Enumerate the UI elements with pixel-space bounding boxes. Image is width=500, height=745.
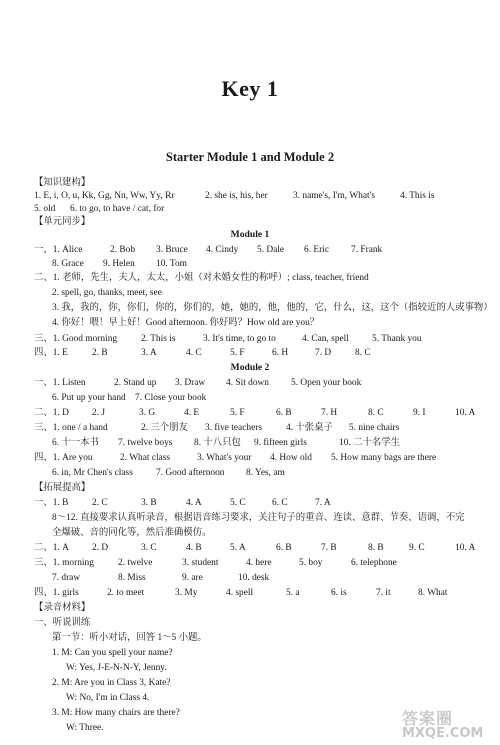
answer-text: 6. to go, to have / cat, for <box>70 204 165 214</box>
answer-text: 8. B <box>368 543 384 553</box>
answer-text: 9. are <box>182 573 203 583</box>
answer-text: 3. What's your <box>197 453 252 463</box>
answer-text: 2. B <box>92 348 108 358</box>
answer-text: 2. C <box>92 498 108 508</box>
answer-text: 2. twelve <box>118 558 153 568</box>
answer-text: 3. five teachers <box>205 423 263 433</box>
section-heading <box>0 229 500 241</box>
answer-text: 4. 你好！喂！早上好！Good afternoon. 你好吗？How old are you？ <box>52 318 320 328</box>
answer-text: 7. draw <box>52 573 81 583</box>
answer-text: 6. B <box>276 408 292 418</box>
answer-text: 全爆破、音的同化等，然后准确模仿。 <box>52 528 212 538</box>
answer-text: 7. D <box>315 348 332 358</box>
answer-text: 3. My <box>175 588 198 598</box>
answer-text: 2. she is, his, her <box>205 191 268 201</box>
answer-text: W: No, I'm in Class 4. <box>66 693 150 703</box>
answer-text: W: Yes, J-E-N-N-Y, Jenny. <box>66 663 167 673</box>
answer-text: 8. What <box>418 588 448 598</box>
answer-text: 8. 十八只包 <box>194 438 241 448</box>
page-subtitle: Starter Module 1 and Module 2 <box>165 150 335 164</box>
answer-text: 1. E, i, O, u, Kk, Gg, Nn, Ww, Yy, Rr <box>34 191 175 201</box>
answer-text: 2. Stand up <box>114 378 157 388</box>
answer-text: 6. 十一本书 <box>52 438 99 448</box>
answer-text: 6. telephone <box>351 558 397 568</box>
answer-text: 5. Dale <box>257 245 285 255</box>
answer-text: 7. B <box>321 543 337 553</box>
answer-text: 5. old <box>34 204 56 214</box>
answer-text: 5. Open your book <box>291 378 362 388</box>
answer-text: 3. C <box>141 543 157 553</box>
answer-text: 2. What class <box>120 453 171 463</box>
answer-text: 4. A <box>186 498 202 508</box>
answer-text: 第一节：听小对话，回答 1～5 小题。 <box>52 633 207 643</box>
answer-text: 5. a <box>286 588 300 598</box>
answer-text: 3. A <box>141 348 157 358</box>
answer-text: 10. A <box>455 408 476 418</box>
answer-text: 7. A <box>315 498 331 508</box>
answer-text: 8. C <box>355 348 371 358</box>
answer-text: 5. How many bags are there <box>331 453 437 463</box>
answer-text: 5. C <box>230 498 246 508</box>
answer-text: 4. E <box>184 408 200 418</box>
answer-text: 二、1. 老师，先生，夫人，太太，小姐（对未婚女性的称呼）; class, teacher, friend <box>34 273 369 283</box>
answer-text: Module 1 <box>230 229 270 240</box>
answer-text: 2. Bob <box>110 245 136 255</box>
section-heading <box>0 362 500 374</box>
answer-text: 9. I <box>413 408 426 418</box>
answer-text: 3. name's, I'm, What's <box>293 191 375 201</box>
answer-text: 7. it <box>376 588 391 598</box>
answer-text: 6. in, Mr Chen's class <box>52 468 133 478</box>
answer-text: 四、1. E <box>34 348 68 358</box>
answer-text: 2. M: Are you in Class 3, Kate? <box>52 678 171 688</box>
answer-text: 4. here <box>246 558 272 568</box>
answer-text: 3. student <box>182 558 219 568</box>
answer-text: 一、1. Listen <box>34 378 86 388</box>
answer-text: 二、1. D <box>34 408 69 418</box>
answer-text: 5. F <box>230 408 245 418</box>
answer-text: 四、1. girls <box>34 588 79 598</box>
answer-text: 9. Helen <box>103 259 135 269</box>
answer-text: 8. Grace <box>52 259 84 269</box>
answer-text: 一、1. Alice <box>34 245 83 255</box>
answer-text: 4. C <box>186 348 202 358</box>
answer-text: 三、1. morning <box>34 558 94 568</box>
answer-text: 【知识建构】 <box>34 178 91 188</box>
answer-text: 5. F <box>230 348 245 358</box>
answer-text: 9. fifteen girls <box>254 438 307 448</box>
answer-text: 6. C <box>272 498 288 508</box>
answer-text: 3. 我，我的，你，你们，你的，你们的，她，她的，他，他的，它，什么，这，这个（指较近的人或事物） <box>52 303 493 313</box>
answer-text: 8. C <box>368 408 384 418</box>
answer-text: Module 2 <box>230 362 270 373</box>
answer-text: 3. M: How many chairs are there? <box>52 708 180 718</box>
answer-text: 7. Frank <box>351 245 383 255</box>
answer-text: 7. Good afternoon <box>156 468 225 478</box>
answer-text: 5. A <box>230 543 246 553</box>
answer-text: 4. 十张桌子 <box>286 423 333 433</box>
answer-text: 3. Draw <box>175 378 206 388</box>
answer-text: 4. How old <box>270 453 312 463</box>
answer-text: 2. D <box>92 543 109 553</box>
answer-text: 9. C <box>409 543 425 553</box>
answer-text: 5. Thank you <box>372 334 422 344</box>
answer-text: 4. Sit down <box>226 378 269 388</box>
answer-text: 6. B <box>276 543 292 553</box>
answer-text: 10. desk <box>238 573 270 583</box>
answer-text: 10. A <box>455 543 476 553</box>
answer-text: 3. G <box>139 408 156 418</box>
answer-text: 四、1. Are you <box>34 453 93 463</box>
answer-text: 三、1. one / a hand <box>34 423 108 433</box>
answer-text: 三、1. Good morning <box>34 334 118 344</box>
answer-text: 2. This is <box>141 334 176 344</box>
answer-text: 2. J <box>92 408 106 418</box>
answer-text: 6. H <box>272 348 289 358</box>
site-watermark <box>400 704 498 744</box>
answer-text: 一、听说训练 <box>34 618 91 628</box>
answer-text: 2. spell, go, thanks, meet, see <box>52 288 162 298</box>
answer-text: 8. Yes, am <box>246 468 285 478</box>
answer-text: 2. to meet <box>107 588 145 598</box>
answer-text: 8～12. 直接要求认真听录音，根据语音练习要求，关注句子的重音、连读、意群、节奏、语调，不完 <box>52 513 465 523</box>
answer-text: 4. This is <box>400 191 435 201</box>
answer-text: 4. Cindy <box>206 245 239 255</box>
answer-text: 4. spell <box>226 588 254 598</box>
answer-text: 2. 三个朋友 <box>141 423 188 433</box>
watermark-text: 答案圈 <box>402 709 454 728</box>
answer-text: 6. is <box>331 588 347 598</box>
answer-text: 6. Put up your hand <box>52 393 126 403</box>
answer-text: 6. Eric <box>304 245 329 255</box>
answer-text: 5. boy <box>299 558 323 568</box>
answer-text: 10. 二十名学生 <box>339 438 400 448</box>
answer-text: 5. nine chairs <box>349 423 400 433</box>
answer-text: 8. Miss <box>118 573 146 583</box>
watermark-url: MXQE.COM <box>402 726 484 741</box>
answer-text: 二、1. A <box>34 543 69 553</box>
answer-text: 一、1. B <box>34 498 69 508</box>
answer-text: 3. B <box>141 498 157 508</box>
answer-text: 4. B <box>186 543 202 553</box>
page-title: Key 1 <box>221 76 279 101</box>
answer-text: 7. twelve boys <box>118 438 173 448</box>
answer-text: 3. Bruce <box>156 245 188 255</box>
answer-text: 1. M: Can you spell your name? <box>52 648 173 658</box>
answer-text: 【录音材料】 <box>34 603 91 613</box>
answer-text: 【单元同步】 <box>34 217 91 227</box>
answer-text: 4. Can, spell <box>302 334 349 344</box>
answer-text: 【拓展提高】 <box>34 483 91 493</box>
answer-text: 10. Tom <box>156 259 187 269</box>
answer-text: 7. Close your book <box>135 393 207 403</box>
answer-text: 3. It's time, to go to <box>203 334 276 344</box>
answer-text: 7. H <box>321 408 338 418</box>
answer-text: W: Three. <box>66 723 104 733</box>
